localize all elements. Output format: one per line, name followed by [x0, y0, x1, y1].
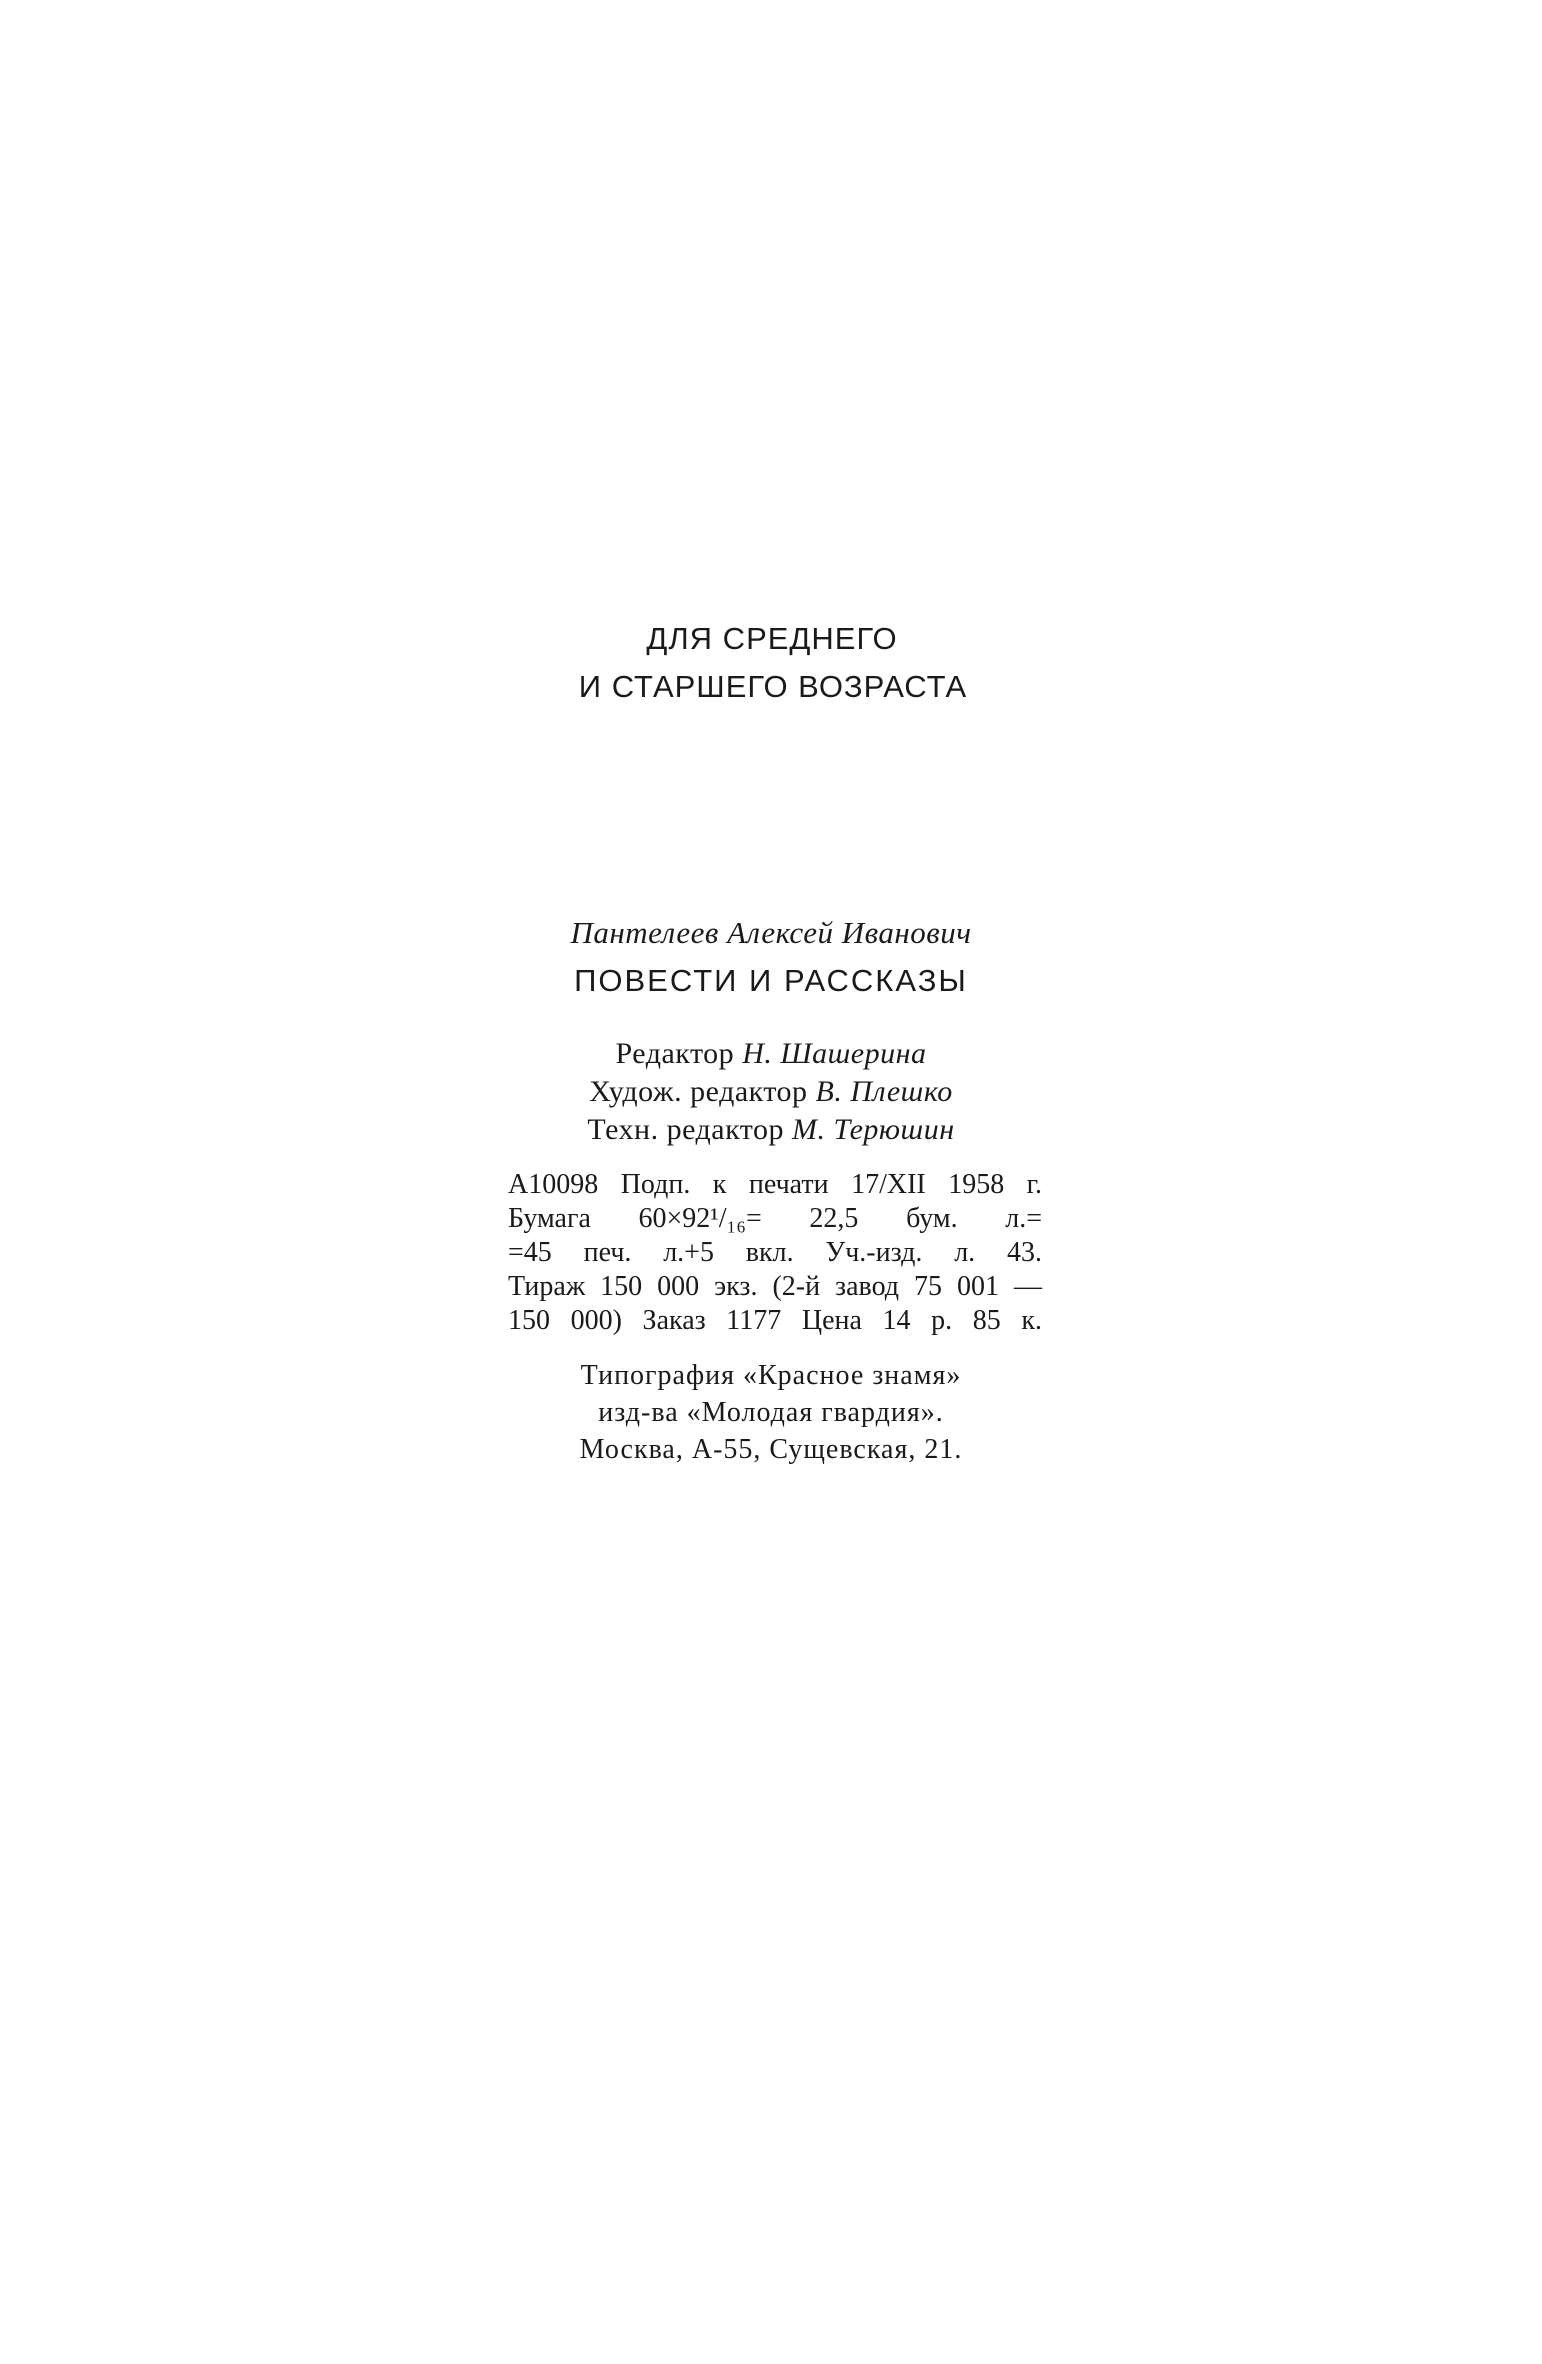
art-editor-role: Худож. редактор — [589, 1075, 808, 1108]
imprint-line: А10098 Подп. к печати 17/XII 1958 г. — [508, 1169, 1042, 1200]
audience-line-1: ДЛЯ СРЕДНЕГО — [646, 621, 898, 656]
imprint-line: =45 печ. л.+5 вкл. Уч.-изд. л. 43. — [508, 1237, 1042, 1268]
editor-line — [0, 1035, 1542, 1073]
art-editor-name: В. Плешко — [815, 1075, 953, 1108]
tech-editor-name: М. Терюшин — [791, 1113, 955, 1146]
printer-line: изд-ва «Молодая гвардия». — [598, 1397, 944, 1428]
printer-block — [0, 1357, 1542, 1468]
editor-role: Редактор — [615, 1037, 735, 1070]
editor-name: Н. Шашерина — [742, 1037, 927, 1070]
book-title: ПОВЕСТИ И РАССКАЗЫ — [574, 963, 968, 998]
tech-editor-role: Техн. редактор — [587, 1113, 784, 1146]
imprint-line: 150 000) Заказ 1177 Цена 14 р. 85 к. — [508, 1305, 1042, 1336]
imprint-line: Бумага 60×92¹/₁₆= 22,5 бум. л.= — [508, 1203, 1042, 1234]
art-editor-line — [0, 1073, 1542, 1111]
imprint-details — [508, 1168, 1042, 1338]
editors-block — [0, 1035, 1542, 1149]
tech-editor-line — [0, 1111, 1542, 1149]
title-block — [0, 910, 1542, 1006]
author-name: Пантелеев Алексей Иванович — [570, 915, 972, 950]
imprint-line: Тираж 150 000 экз. (2-й завод 75 001 — — [508, 1271, 1042, 1302]
audience-line-2: И СТАРШЕГО ВОЗРАСТА — [578, 669, 968, 704]
printer-line: Москва, А-55, Сущевская, 21. — [579, 1434, 963, 1465]
audience-heading — [0, 615, 1542, 711]
printer-line: Типография «Красное знамя» — [580, 1360, 962, 1391]
